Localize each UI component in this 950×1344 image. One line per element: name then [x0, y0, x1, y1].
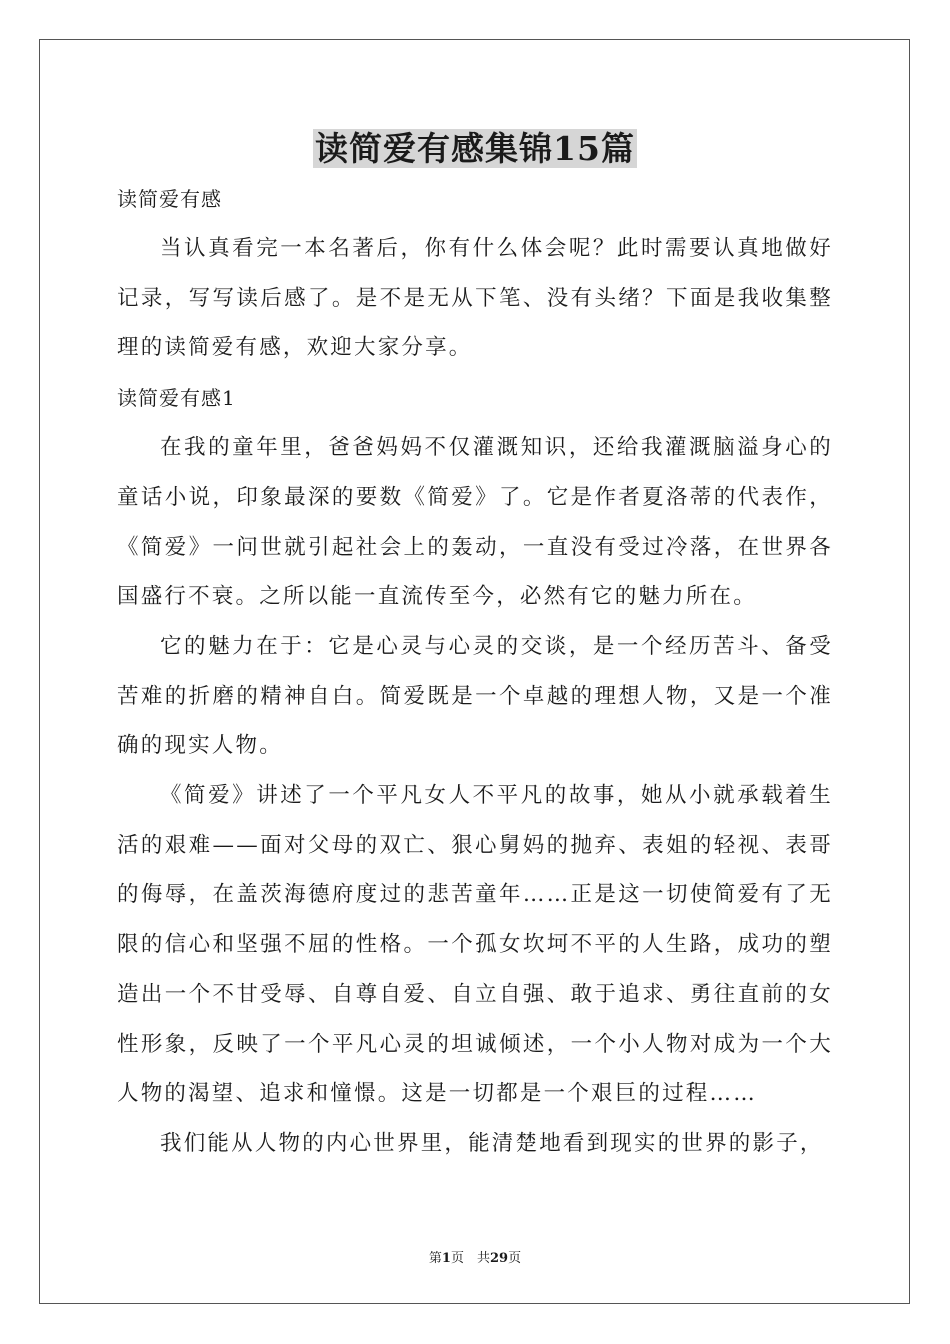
document-body — [117, 174, 833, 1169]
paragraph: 我们能从人物的内心世界里，能清楚地看到现实的世界的影子， — [160, 1130, 824, 1156]
paragraph: 《简爱》讲述了一个平凡女人不平凡的故事，她从小就承载着生活的艰难——面对父母的双亡、狠心舅妈的抛弃、表姐的轻视、表哥的侮辱，在盖茨海德府度过的悲苦童年……正是这一切使简爱有了无限的信心和坚强不屈的性格。一个孤女坎坷不平的人生路，成功的塑造出一个不甘受辱、自尊自爱、自立自强、敢于追求、勇往直前的女性形象，反映了一个平凡心灵的坦诚倾述，一个小人物对成为一个大人物的渴望、追求和憧憬。这是一切都是一个艰巨的过程…… — [117, 783, 833, 1107]
document-title — [0, 126, 950, 172]
paragraph: 它的魅力在于：它是心灵与心灵的交谈，是一个经历苦斗、备受苦难的折磨的精神自白。简爱既是一个卓越的理想人物，又是一个准确的现实人物。 — [117, 633, 833, 759]
section-heading-intro: 读简爱有感 — [117, 187, 222, 211]
paragraph-intro: 当认真看完一本名著后，你有什么体会呢？此时需要认真地做好记录，写写读后感了。是不是无从下笔、没有头绪？下面是我收集整理的读简爱有感，欢迎大家分享。 — [117, 236, 833, 361]
page-number-current: 1 — [441, 1251, 451, 1266]
page-number-suffix: 页 — [508, 1251, 522, 1266]
page-number-total: 29 — [489, 1251, 509, 1266]
document-title-text: 读简爱有感集锦15篇 — [315, 129, 635, 168]
section-heading-1: 读简爱有感1 — [117, 386, 236, 411]
page-footer — [0, 1250, 950, 1268]
paragraph: 在我的童年里，爸爸妈妈不仅灌溉知识，还给我灌溉脑溢身心的童话小说，印象最深的要数《简爱》了。它是作者夏洛蒂的代表作，《简爱》一问世就引起社会上的轰动，一直没有受过冷落，在世界各国盛行不衰。之所以能一直流传至今，必然有它的魅力所在。 — [117, 435, 833, 610]
page-number-mid: 页 共 — [450, 1251, 490, 1266]
page-number-prefix: 第 — [428, 1251, 442, 1266]
